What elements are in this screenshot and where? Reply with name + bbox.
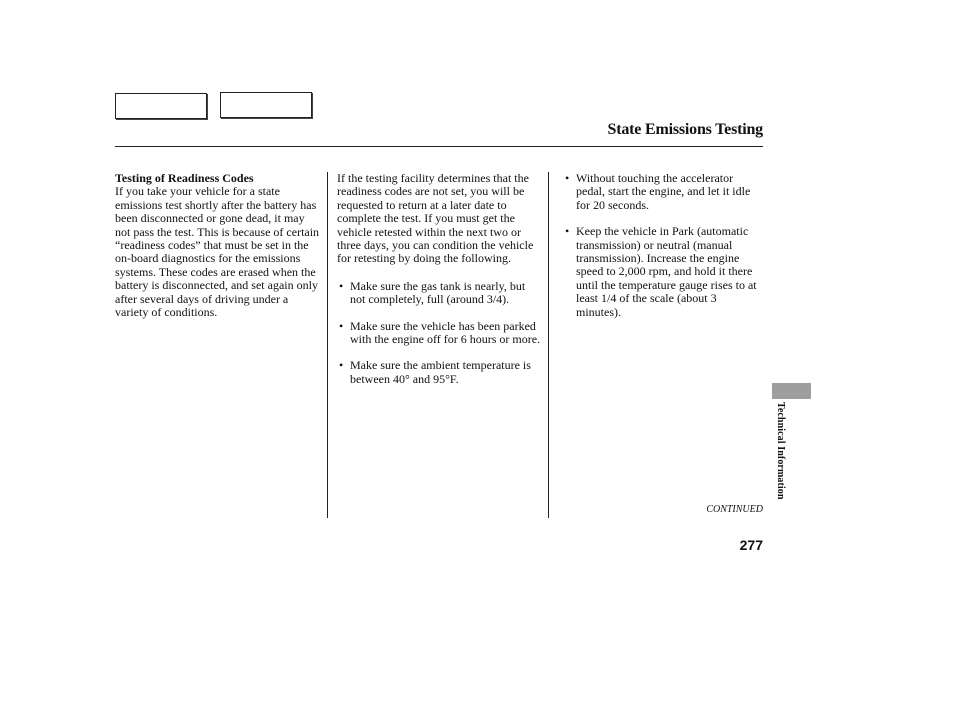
column-2 <box>337 172 543 399</box>
section-label: Technical Information <box>775 402 786 500</box>
page-title: State Emissions Testing <box>607 121 763 138</box>
nav-button-previous[interactable] <box>115 93 207 119</box>
column-3 <box>563 172 763 332</box>
nav-button-next[interactable] <box>220 92 312 118</box>
column-1 <box>115 172 321 319</box>
section-tab <box>772 383 811 399</box>
bullet-item: • Make sure the ambient temperature is between 40° and 95°F. <box>337 359 543 386</box>
column-divider <box>327 172 328 518</box>
page-number: 277 <box>739 537 763 553</box>
body-paragraph: If the testing facility determines that the readiness codes are not set, you will be requested to return at a later date to complete the test. If you must get the vehicle retested within the next two or three days, you can condition the vehicle for retesting by doing the following. <box>337 171 534 266</box>
column-divider <box>548 172 549 518</box>
bullet-item: • Make sure the gas tank is nearly, but not completely, full (around 3/4). <box>337 280 543 307</box>
continued-label: CONTINUED <box>706 504 763 515</box>
bullet-item: • Keep the vehicle in Park (automatic transmission) or neutral (manual transmission). Increase the engine speed to 2,000 rpm, and hold it there until the temperature gauge rises to at least 1/4 of the scale (about 3 minutes). <box>563 225 763 319</box>
bullet-item: • Without touching the accelerator pedal, start the engine, and let it idle for 20 seconds. <box>563 172 763 212</box>
title-divider <box>115 146 763 147</box>
bullet-item: • Make sure the vehicle has been parked with the engine off for 6 hours or more. <box>337 320 543 347</box>
section-heading: Testing of Readiness Codes <box>115 171 254 185</box>
body-paragraph: If you take your vehicle for a state emissions test shortly after the battery has been disconnected or gone dead, it may not pass the test. This is because of certain “readiness codes” that must be set in the on-board diagnostics for the emissions systems. These codes are erased when the battery is disconnected, and set again only after several days of driving under a variety of conditions. <box>115 184 320 320</box>
